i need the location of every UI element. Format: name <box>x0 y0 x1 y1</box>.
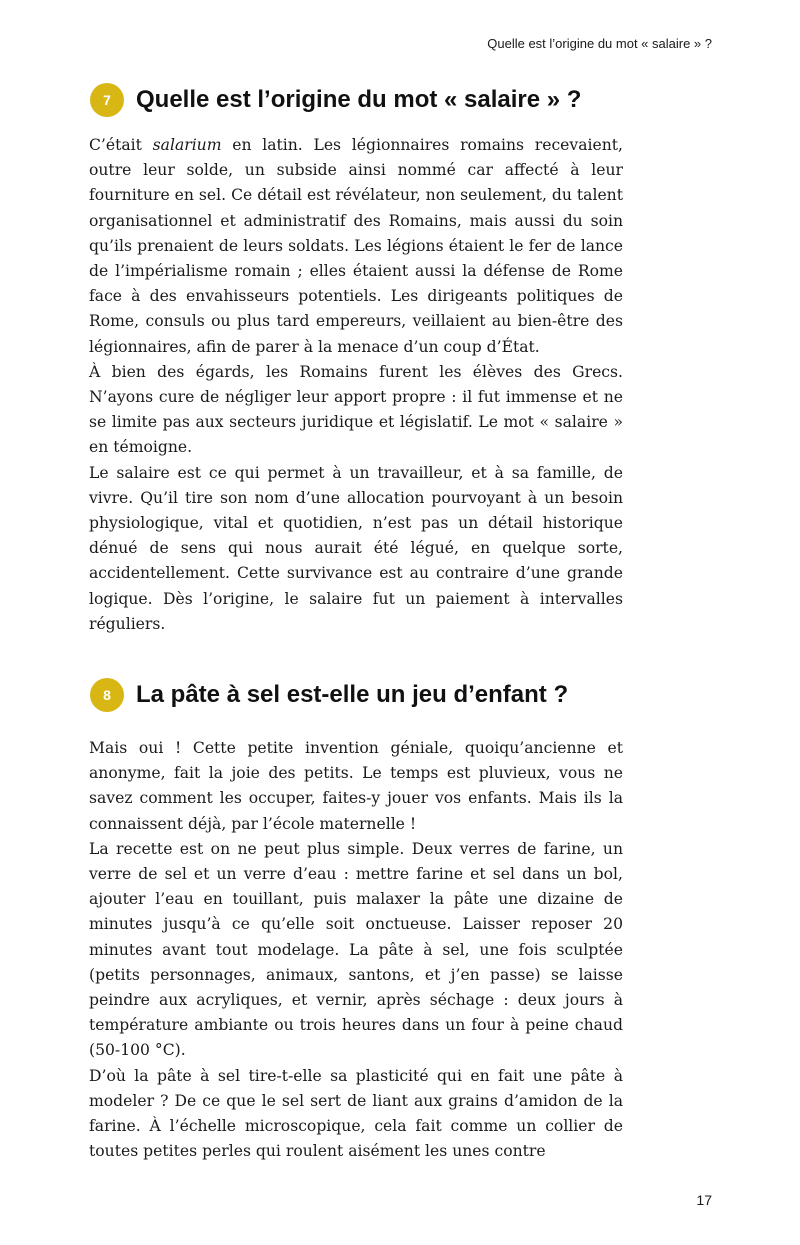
section-number-badge: 8 <box>90 678 124 712</box>
section-title: Quelle est l’origine du mot « salaire » ? <box>136 86 582 113</box>
page-number: 17 <box>696 1192 712 1208</box>
paragraph: Mais oui ! Cette petite invention géniale, quoiqu’ancienne et anonyme, fait la joie des petits. Le temps est pluvieux, vous ne savez comment les occuper, faites-y jouer vos enfants. Mais ils la connaissent déjà, par l’école maternelle ! <box>89 739 623 833</box>
paragraph-text: C’était <box>89 136 153 154</box>
section-heading-7 <box>90 83 630 117</box>
section-body-8 <box>89 736 623 1164</box>
section-number-badge: 7 <box>90 83 124 117</box>
paragraph: La recette est on ne peut plus simple. Deux verres de farine, un verre de sel et un verre d’eau : mettre farine et sel dans un bol, ajouter l’eau en touillant, puis malaxer la pâte une dizaine de minutes jusqu’à ce qu’elle soit onctueuse. Laisser reposer 20 minutes avant tout modelage. La pâte à sel, une fois sculptée (petits personnages, animaux, santons, et j’en passe) se laisse peindre aux acryliques, et vernir, après séchage : deux jours à température ambiante ou trois heures dans un four à peine chaud (50-100 °C). <box>89 839 623 1060</box>
section-heading-8 <box>90 678 630 712</box>
paragraph <box>89 133 623 360</box>
running-header: Quelle est l’origine du mot « salaire » ? <box>487 36 712 51</box>
section-body-7 <box>89 133 623 637</box>
paragraph: D’où la pâte à sel tire-t-elle sa plasticité qui en fait une pâte à modeler ? De ce que le sel sert de liant aux grains d’amidon de la farine. À l’échelle microscopique, cela fait comme un collier de toutes petites perles qui roulent aisément les unes contre <box>89 1066 623 1161</box>
latin-term: salarium <box>152 136 222 154</box>
paragraph: À bien des égards, les Romains furent les élèves des Grecs. N’ayons cure de négliger leur apport propre : il fut immense et ne se limite pas aux secteurs juridique et législatif. Le mot « salaire » en témoigne. <box>89 362 623 457</box>
paragraph: Le salaire est ce qui permet à un travailleur, et à sa famille, de vivre. Qu’il tire son nom d’une allocation pourvoyant à un besoin physiologique, vital et quotidien, n’est pas un détail historique dénué de sens qui nous aurait été légué, en quelque sorte, accidentellement. Cette survivance est au contraire d’une grande logique. Dès l’origine, le salaire fut un paiement à intervalles réguliers. <box>89 463 623 633</box>
paragraph-text: en latin. Les légionnaires romains recevaient, outre leur solde, un subside ainsi nommé car affecté à leur fourniture en sel. Ce détail est révélateur, non seulement, du talent organisationnel et administratif des Romains, mais aussi du soin qu’ils prenaient de leurs soldats. Les légions étaient le fer de lance de l’impérialisme romain ; elles étaient aussi la défense de Rome face à des envahisseurs potentiels. Les dirigeants politiques de Rome, consuls ou plus tard empereurs, veillaient au bien-être des légionnaires, afin de parer à la menace d’un coup d’État. <box>89 136 623 356</box>
section-title: La pâte à sel est-elle un jeu d’enfant ? <box>136 681 569 708</box>
